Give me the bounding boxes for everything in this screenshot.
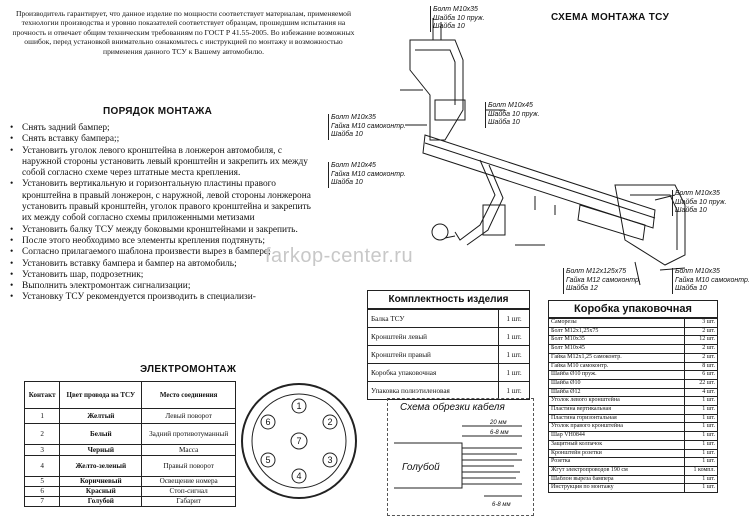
wiring-table bbox=[24, 381, 236, 507]
table-row: Шар VH0844 1 шт. bbox=[549, 432, 718, 441]
cable-drawing bbox=[392, 418, 530, 513]
kit-title: Комплектность изделия bbox=[367, 290, 530, 309]
assembly-step: • После этого необходимо все элементы крепления подтянуть; bbox=[10, 236, 322, 247]
table-row: Шайба Ø10 22 шт. bbox=[549, 379, 718, 388]
table-row: 1 Желтый Левый поворот bbox=[25, 409, 236, 424]
wiring-header: Место соединения bbox=[142, 382, 236, 409]
table-row: Уголок левого кронштейна 1 шт. bbox=[549, 397, 718, 406]
table-row: Розетка 1 шт. bbox=[549, 458, 718, 467]
cable-dim: 6-8 мм bbox=[490, 430, 509, 436]
table-row: 4 Желто-зеленый Правый поворот bbox=[25, 456, 236, 477]
assembly-step: • Выполнить электромонтаж сигнализации; bbox=[10, 281, 322, 292]
assembly-step: • Снять задний бампер; bbox=[10, 123, 322, 134]
table-row: 7 Голубой Габарит bbox=[25, 497, 236, 507]
table-row: Кронштейн левый 1 шт. bbox=[368, 328, 530, 346]
table-row: Балка ТСУ 1 шт. bbox=[368, 310, 530, 328]
cable-dim: 6-8 мм bbox=[492, 502, 511, 508]
kit-table bbox=[367, 309, 530, 400]
fastener-callout: Болт М10х45 Шайба 10 пруж. Шайба 10 bbox=[485, 102, 540, 128]
socket-pin-label: 5 bbox=[265, 455, 271, 465]
assembly-step: • Установить балку ТСУ между боковыми кронштейнами и закрепить. bbox=[10, 225, 322, 236]
assembly-step: • Снять вставку бампера;; bbox=[10, 134, 322, 145]
table-row: Пластина вертикальная 1 шт. bbox=[549, 406, 718, 415]
assembly-steps bbox=[10, 123, 322, 304]
table-row: Уголок правого кронштейна 1 шт. bbox=[549, 423, 718, 432]
table-row: Болт М10х45 2 шт. bbox=[549, 345, 718, 354]
table-row: Гайка М12х1,25 самоконтр. 2 шт. bbox=[549, 353, 718, 362]
table-row: Пластина горизонтальная 1 шт. bbox=[549, 414, 718, 423]
table-row: Жгут электропроводов 190 см 1 компл. bbox=[549, 466, 718, 475]
fastener-callout: Болт М12х125х75 Гайка М12 самоконтр. Шайба 12 bbox=[563, 268, 641, 294]
table-row: Шайба Ø12 4 шт. bbox=[549, 388, 718, 397]
assembly-step: • Установить шар, подрозетник; bbox=[10, 270, 322, 281]
cable-cut-title: Схема обрезки кабеля bbox=[400, 402, 505, 413]
towbar-drawing bbox=[385, 0, 750, 290]
socket-pin-label: 2 bbox=[327, 417, 333, 427]
cable-dim: 20 мм bbox=[490, 420, 507, 426]
table-row: Саморезы 3 шт. bbox=[549, 319, 718, 328]
fastener-callout: Болт М10х35 Шайба 10 пруж. Шайба 10 bbox=[672, 190, 727, 216]
table-row: 5 Коричневый Освещение номера bbox=[25, 477, 236, 487]
socket-pin-label: 7 bbox=[296, 436, 302, 446]
wire-label: Голубой bbox=[402, 462, 440, 473]
table-row: Коробка упаковочная 1 шт. bbox=[368, 364, 530, 382]
table-row: Инструкция по монтажу 1 шт. bbox=[549, 484, 718, 493]
table-row: Кронштейн правый 1 шт. bbox=[368, 346, 530, 364]
table-row: Гайка М10 самоконтр. 8 шт. bbox=[549, 362, 718, 371]
table-row: Кронштейн розетки 1 шт. bbox=[549, 449, 718, 458]
table-row: Шайба Ø10 пруж. 6 шт. bbox=[549, 371, 718, 380]
socket-pin-label: 4 bbox=[296, 471, 302, 481]
assembly-step: • Согласно прилагаемого шаблона произвести вырез в бампере; bbox=[10, 247, 322, 258]
table-row: 3 Черный Масса bbox=[25, 445, 236, 456]
warranty-text: Производитель гарантирует, что данное изделие по мощности соответствует материалам, применяемой технологии производства и уровню показателей соответствует образцам, прошедшим испытания на прочность и отвечает общим техническим требованиям по ГОСТ Р 41.55-2005. Во избежание возможных ошибок, перед установкой внимательно ознакомьтесь с инструкцией по монтажу и возможностью применения данного ТСУ к Вашему автомобилю. bbox=[12, 9, 355, 56]
fastener-callout: Болт М10х45 Гайка М10 самоконтр. Шайба 10 bbox=[328, 162, 406, 188]
table-row: 2 Белый Задний противотуманный bbox=[25, 424, 236, 445]
assembly-step: • Установить вертикальную и горизонтальную пластины правого кронштейна в правый лонжерон, с наружной, левой стороны лонжерона установить правый кронштейн, уголок правого кронштейна и закрепить их между собой согласно схемы приложенными метизами bbox=[10, 179, 322, 224]
table-row: Защитный колпачок 1 шт. bbox=[549, 440, 718, 449]
assembly-step: • Установку ТСУ рекомендуется производить в специализи- bbox=[10, 292, 322, 303]
watermark: farkop-center.ru bbox=[265, 245, 414, 267]
wiring-header: Контакт bbox=[25, 382, 60, 409]
socket-diagram bbox=[238, 380, 360, 502]
assembly-step: • Установить уголок левого кронштейна в лонжерон автомобиля, с наружной стороны установить левый кронштейн и закрепить их между собой согласно схеме через штатные места крепления. bbox=[10, 146, 322, 180]
socket-pin-label: 1 bbox=[296, 401, 302, 411]
fastener-callout: Болт М10х35 Шайба 10 пруж. Шайба 10 bbox=[430, 6, 485, 32]
wiring-header: Цвет провода на ТСУ bbox=[60, 382, 142, 409]
box-table bbox=[548, 318, 718, 493]
diagram-title: СХЕМА МОНТАЖА ТСУ bbox=[551, 12, 670, 23]
fastener-callout: Болт М10х35 Гайка М10 самоконтр. Шайба 10 bbox=[672, 268, 750, 294]
table-row: Шаблон выреза бампера 1 шт. bbox=[549, 475, 718, 484]
box-title: Коробка упаковочная bbox=[548, 300, 718, 318]
table-row: Упаковка полиэтиленовая 1 шт. bbox=[368, 382, 530, 400]
table-row: 6 Красный Стоп-сигнал bbox=[25, 487, 236, 497]
socket-pin-label: 6 bbox=[265, 417, 271, 427]
assembly-title: ПОРЯДОК МОНТАЖА bbox=[103, 106, 213, 117]
table-row: Болт М12х1,25х75 2 шт. bbox=[549, 327, 718, 336]
table-row: Болт М10х35 12 шт. bbox=[549, 336, 718, 345]
assembly-step: • Установить вставку бампера и бампер на автомобиль; bbox=[10, 259, 322, 270]
electro-title: ЭЛЕКТРОМОНТАЖ bbox=[140, 364, 237, 375]
socket-pin-label: 3 bbox=[327, 455, 333, 465]
fastener-callout: Болт М10х35 Гайка М10 самоконтр. Шайба 10 bbox=[328, 114, 406, 140]
